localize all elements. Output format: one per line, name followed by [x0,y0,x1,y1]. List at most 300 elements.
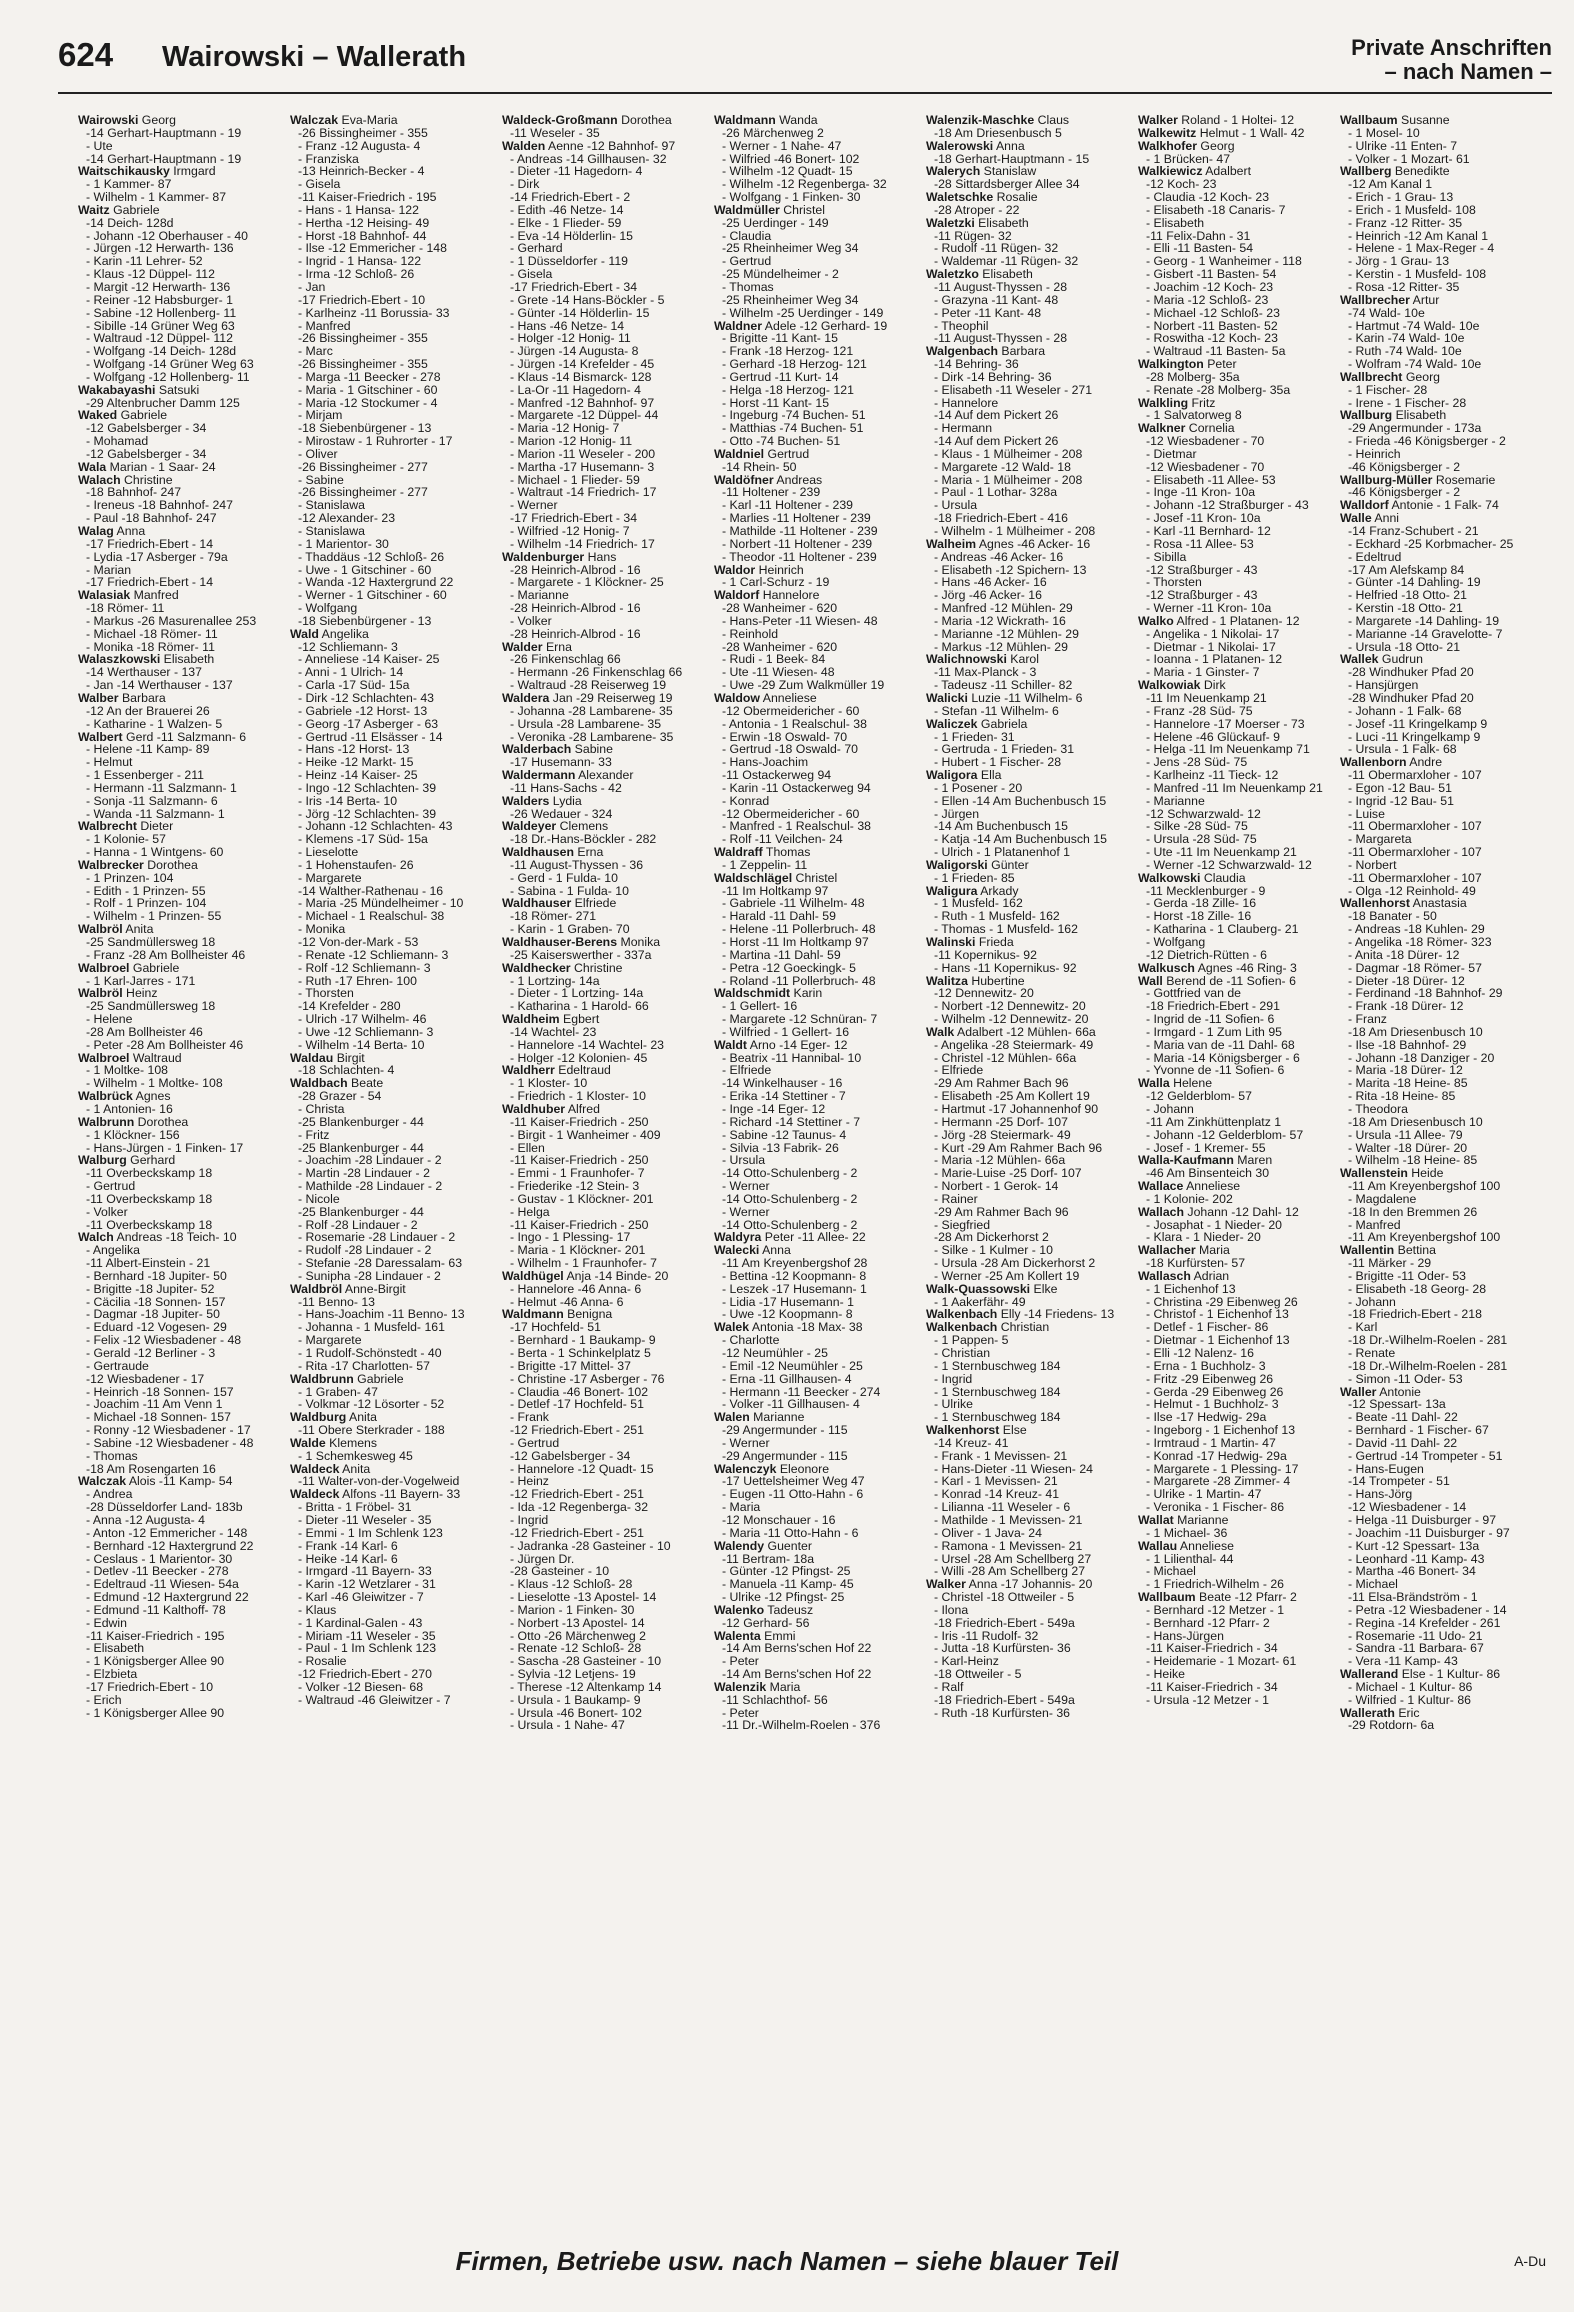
directory-line: - Edwin [86,1615,128,1630]
directory-line: - Renate -28 Molberg- 35a [1146,382,1291,397]
entry-text: Heide [1407,1166,1444,1181]
directory-line: - Johann -12 Straßburger - 43 [1146,498,1309,513]
directory-line: - Margarete - 1 Klöckner- 25 [510,575,664,590]
entry-text: Anna [113,524,146,538]
entry-text: Edeltraud [554,1063,611,1078]
directory-line: - Wilhelm -14 Berta- 10 [298,1037,425,1052]
surname: Walkling [1138,395,1189,410]
directory-line: - Marie-Luise -25 Dorf- 107 [934,1166,1082,1181]
entry-text: Peter -11 Allee- 22 [761,1230,866,1245]
directory-line: -17 Friedrich-Ebert - 10 [86,1679,214,1694]
directory-line: - Martha -17 Husemann- 3 [510,459,655,474]
directory-line: - 1 Fischer- 28 [1348,382,1428,397]
directory-line: - Werner [722,1179,770,1194]
directory-line: - Werner [510,498,558,513]
directory-line: - Frank -18 Dürer- 12 [1348,999,1464,1014]
directory-line: -14 Am Berns'schen Hof 22 [722,1667,872,1682]
surname-entry [1340,294,1540,307]
directory-line: -17 Friedrich-Ebert - 14 [86,536,214,551]
directory-line: - Andreas -14 Gillhausen- 32 [510,151,667,166]
entry-text: Elisabeth [974,215,1029,230]
directory-line: - Eva -14 Hölderlin- 15 [510,228,634,243]
directory-line: - Josef - 1 Kremer- 55 [1146,1140,1266,1155]
directory-line: - Birgit - 1 Wanheimer - 409 [510,1127,661,1142]
directory-line: -14 Franz-Schubert - 21 [1348,524,1479,538]
directory-line: - Karin -11 Ostackerweg 94 [722,780,871,795]
directory-line: -12 Koch- 23 [1146,177,1217,192]
directory-line: - 1 Hohenstaufen- 26 [298,857,414,872]
directory-line: - Inge -11 Kron- 10a [1146,485,1256,500]
directory-line: - Elisabeth -12 Spichern- 13 [934,562,1087,577]
entry-text: Benigna [563,1307,613,1322]
directory-line: - 1 Lilienthal- 44 [1146,1551,1234,1566]
directory-line: - Felix -12 Wiesbadener - 48 [86,1333,242,1348]
directory-line: - Irmgard -11 Bayern- 33 [298,1564,432,1579]
directory-line: - Waltraud -46 Gleiwitzer - 7 [298,1692,451,1707]
entry-text: Elisabeth [1392,408,1447,423]
directory-line: - Veronika -28 Lambarene- 35 [510,729,674,744]
directory-line: - Andrea [86,1487,133,1502]
entry-text: Hubertine [967,973,1025,988]
directory-line: - Ursula - 1 Falk- 68 [1348,742,1457,757]
directory-line: - Erika -14 Stettiner - 7 [722,1089,846,1104]
directory-line: - Monika [298,922,346,937]
directory-line: -14 Am Buchenbusch 15 [934,819,1068,834]
surname: Wallbrecher [1340,292,1410,307]
directory-line: - Norbert -12 Dennewitz- 20 [934,999,1086,1014]
directory-line: - Marion -11 Weseler - 200 [510,446,656,461]
entry-text: Egbert [559,1012,600,1027]
directory-line: - Karin - 1 Graben- 70 [510,922,630,937]
entry-text: Gabriela [977,716,1028,731]
directory-line: - Grete -14 Hans-Böckler - 5 [510,292,665,307]
directory-line: - Bettina -12 Koopmann- 8 [722,1268,867,1283]
directory-line: -46 Königsberger - 2 [1348,485,1461,500]
directory-line: -12 Friedrich-Ebert - 270 [298,1667,432,1682]
directory-line: - Horst -18 Bahnhof- 44 [298,228,427,243]
directory-line: - 1 Schemkesweg 45 [298,1448,413,1463]
directory-line: - Ferdinand -18 Bahnhof- 29 [1348,986,1503,1001]
directory-line: - Helmut [86,755,133,770]
surname-entry [1138,1591,1338,1604]
directory-line: - Erich [86,1692,122,1707]
entry-text: Agnes -46 Acker- 16 [976,536,1091,551]
directory-line: - Sonja -11 Salzmann- 6 [86,793,218,808]
directory-line: - Jutta -18 Kurfürsten- 36 [934,1641,1071,1656]
directory-line: - Luci -11 Kringelkamp 9 [1348,729,1481,744]
surname-entry [714,692,914,705]
directory-line: - Karlheinz -11 Borussia- 33 [298,305,450,320]
directory-line: - Charlotte [722,1333,780,1348]
directory-line: - 1 Klöckner- 156 [86,1127,180,1142]
directory-line: - Dieter -11 Weseler - 35 [298,1512,432,1527]
surname: Waldeck [290,1487,340,1502]
directory-line: - Gertruda - 1 Frieden- 31 [934,742,1075,757]
directory-line: - Magdalene [1348,1191,1417,1206]
directory-line: - Mirjam [298,408,343,423]
directory-line: -11 Am Zinkhüttenplatz 1 [1146,1114,1282,1129]
directory-line: -12 Friedrich-Ebert - 251 [510,1487,644,1502]
directory-line: - Georg - 1 Wanheimer - 118 [1146,254,1302,269]
entry-text: Alexander [575,768,634,783]
directory-line: - Michael - 1 Kultur- 86 [1348,1679,1473,1694]
directory-line: - Helfried -18 Otto- 21 [1348,588,1467,603]
directory-line: - Rita -17 Charlotten- 57 [298,1358,430,1373]
directory-line: - Karin -12 Wetzlarer - 31 [298,1577,436,1592]
directory-line: - Gertrud -11 Kurt- 14 [722,369,839,384]
directory-line: - Klaus -12 Düppel- 112 [86,267,215,282]
directory-line: -26 Bissingheimer - 277 [298,485,428,500]
surname-entry [78,525,278,538]
directory-line: -11 Holtener - 239 [722,485,821,500]
directory-line: - Hermann -11 Salzmann- 1 [86,780,237,795]
directory-line: - Hartmut -17 Johannenhof 90 [934,1101,1099,1116]
directory-line: -17 Husemann- 33 [510,755,612,770]
directory-line: -11 Dr.-Wilhelm-Roelen - 376 [722,1718,881,1733]
directory-line: - Michael -18 Sonnen- 157 [86,1410,231,1425]
directory-line: - Marianne -12 Mühlen- 29 [934,626,1079,641]
surname-entry [502,846,702,859]
entry-text: Claus [1034,114,1070,127]
directory-line: - Sascha -28 Gasteiner - 10 [510,1654,662,1669]
directory-line: -11 August-Thyssen - 36 [510,857,644,872]
directory-line: - Petra -12 Wiesbadener - 14 [1348,1602,1507,1617]
directory-line: -28 Windhuker Pfad 20 [1348,690,1474,705]
entry-text: Angelika [318,626,369,641]
directory-line: - Dirk [510,177,540,192]
directory-line: -11 August-Thyssen - 28 [934,331,1068,346]
entry-text: Manfred [130,588,179,603]
surname: Waldraff [714,845,763,860]
directory-line: -11 Kaiser-Friedrich - 34 [1146,1679,1278,1694]
entry-text: Monika [617,935,661,949]
entry-text: Fritz [1188,395,1216,410]
directory-line: - Andreas -18 Kuhlen- 29 [1348,922,1485,937]
directory-line: - Gisbert -11 Basten- 54 [1146,267,1277,282]
directory-line: - Ute -11 Im Neuenkamp 21 [1146,845,1297,860]
directory-line: - Wolfgang -14 Grüner Weg 63 [86,357,254,372]
entry-text: Marianne [749,1410,805,1425]
directory-line: -25 Blankenburger - 44 [298,1204,424,1219]
surname: Walitza [926,973,968,988]
directory-line: - Helga -18 Herzog- 121 [722,382,854,397]
surname: Wairowski [78,114,139,127]
directory-line: - Sabine -12 Taunus- 4 [722,1127,847,1142]
entry-text: Anna [993,138,1025,153]
directory-line: -14 Otto-Schulenberg - 2 [722,1191,858,1206]
surname: Wala [78,459,107,474]
directory-line: - Konrad -17 Hedwig- 29a [1146,1448,1287,1463]
directory-line: - Jörg -46 Acker- 16 [934,588,1042,603]
entry-text: Dorothea [134,1114,189,1129]
surname-entry [78,114,278,127]
directory-line: - Margarete [298,1333,362,1348]
surname: Waligorski [926,857,988,872]
directory-line: - Erich - 1 Grau- 13 [1348,190,1454,205]
directory-line: - Gottfried van de [1146,986,1242,1001]
surname: Walko [1138,613,1174,628]
directory-line: -29 Am Rahmer Bach 96 [934,1076,1069,1091]
surname: Waldmüller [714,202,780,217]
directory-line: - Peter -28 Am Bollheister 46 [86,1037,244,1052]
directory-line: - Wilfried -12 Honig- 7 [510,524,630,538]
directory-line: -11 Felix-Dahn - 31 [1146,228,1251,243]
directory-line: - Silke -28 Süd- 75 [1146,819,1248,834]
surname: Waldherr [502,1063,555,1078]
directory-line: - Johanna - 1 Musfeld- 161 [298,1320,445,1335]
directory-line: - Volker [510,613,552,628]
surname-entry [714,1604,914,1617]
directory-line: - Jens -28 Süd- 75 [1146,755,1248,770]
directory-line: - Joachim -11 Duisburger - 97 [1348,1525,1510,1540]
surname: Walag [78,524,114,538]
surname: Walkhofer [1138,138,1197,153]
surname: Walenzik-Maschke [926,114,1035,127]
surname: Walbröl [78,922,123,937]
surname: Waldhauser [502,896,572,911]
entry-text: Rosemarie [1432,472,1496,487]
directory-line: - 1 Sternbuschweg 184 [934,1358,1061,1373]
surname: Waldbröl [290,1281,343,1296]
directory-line: - Karl-Heinz [934,1654,999,1669]
directory-line: -11 Kaiser-Friedrich - 250 [510,1114,649,1129]
directory-line: - 1 Michael- 36 [1146,1525,1228,1540]
directory-line: - Ursel -28 Am Schellberg 27 [934,1551,1092,1566]
directory-line: - Thorsten [298,986,354,1001]
entry-text: Gabriele [353,1371,404,1386]
surname: Walczak [78,1474,127,1489]
directory-line: - Heidemarie - 1 Mozart- 61 [1146,1654,1297,1669]
directory-line: - Marita -18 Heine- 85 [1348,1076,1468,1091]
directory-line: - 1 Düsseldorfer - 119 [510,254,629,269]
directory-line: - Ilona [934,1602,969,1617]
directory-line: -18 Friedrich-Ebert - 549a [934,1615,1075,1630]
surname-entry [926,1283,1126,1296]
entry-text: Cornelia [1185,421,1235,436]
directory-line: - Wilhelm -12 Dennewitz- 20 [934,1012,1089,1027]
directory-line: - Richard -14 Stettiner - 7 [722,1114,861,1129]
entry-text: Ella [977,768,1002,783]
directory-line: - Norbert -13 Apostel- 14 [510,1615,645,1630]
surname: Walenta [714,1628,761,1643]
directory-line: - Waltraud -12 Düppel- 112 [86,331,233,346]
directory-line: - Jörg -28 Steiermark- 49 [934,1127,1071,1142]
directory-line: - Rolf -12 Schliemann- 3 [298,960,431,975]
entry-text: Clemens [556,819,609,834]
directory-line: - Ursula -18 Otto- 21 [1348,639,1461,654]
entry-text: Barbara [118,690,166,705]
directory-line: - Dietmar [1146,446,1197,461]
surname-entry [1340,371,1540,384]
entry-text: Emmi [760,1628,796,1643]
directory-line: -14 Kreuz- 41 [934,1435,1009,1450]
directory-line: -11 Max-Planck - 3 [934,665,1037,680]
directory-line: -29 Angermunder - 115 [722,1448,848,1463]
directory-line: - Klaus -12 Schloß- 28 [510,1577,633,1592]
directory-line: -14 Winkelhauser - 16 [722,1076,843,1091]
directory-line: - Petra -12 Goeckingk- 5 [722,960,856,975]
directory-line: - Ulrich -17 Wilhelm- 46 [298,1012,427,1027]
directory-line: - Ida -12 Regenberga- 32 [510,1500,649,1515]
surname-entry [1340,1668,1540,1681]
directory-line: - Sylvia -12 Letjens- 19 [510,1667,636,1682]
directory-line: - Ute [86,138,113,153]
directory-line: - Roswitha -12 Koch- 23 [1146,331,1278,346]
directory-line: - Josef -11 Kringelkamp 9 [1348,716,1488,731]
directory-column-1 [78,114,278,2194]
entry-text: Antonie [1376,1384,1421,1399]
directory-line: -28 Windhuker Pfad 20 [1348,665,1474,680]
directory-line: - Karin -74 Wald- 10e [1348,331,1465,346]
surname: Walde [290,1435,326,1450]
surname-entry [926,114,1126,127]
directory-line: - Norbert -11 Basten- 52 [1146,318,1278,333]
directory-line: -17 Uettelsheimer Weg 47 [722,1474,865,1489]
directory-line: - Klara - 1 Nieder- 20 [1146,1230,1261,1245]
directory-line: - Horst -11 Im Holtkamp 97 [722,935,869,949]
directory-line: - Rudi - 1 Beek- 84 [722,652,826,667]
surname: Walle [1340,511,1372,526]
directory-line: -17 Friedrich-Ebert - 10 [298,292,426,307]
directory-line: - Otto -26 Märchenweg 2 [510,1628,647,1643]
directory-line: - Edeltraud -11 Wiesen- 54a [86,1577,239,1592]
surname: Wallau [1138,1538,1178,1553]
directory-line: -11 Obermarxloher - 107 [1348,819,1482,834]
directory-line: - Helmut - 1 Buchholz- 3 [1146,1397,1279,1412]
directory-line: - Erwin -18 Oswald- 70 [722,729,848,744]
directory-line: - Otto -74 Buchen- 51 [722,434,841,449]
surname-entry [1138,1206,1338,1219]
surname: Waldheim [502,1012,560,1027]
entry-text: Christine [120,472,173,487]
entry-text: Marianne [1173,1512,1229,1527]
directory-line: - Iris -11 Rudolf- 32 [934,1628,1039,1643]
surname: Waldeyer [502,819,557,834]
entry-text: Tadeusz [764,1602,814,1617]
surname-entry [1340,114,1540,127]
directory-line: - Rudolf -28 Lindauer - 2 [298,1243,432,1258]
surname: Waldschlägel [714,870,793,885]
surname: Waletzki [926,215,975,230]
directory-line: - Helene -11 Kamp- 89 [86,742,210,757]
directory-line: - 1 Kolonie- 202 [1146,1191,1233,1206]
surname: Walecki [714,1243,760,1258]
directory-line: - Klemens -17 Süd- 15a [298,832,428,847]
directory-line: -11 Obere Sterkrader - 188 [298,1423,445,1438]
directory-line: - Dieter -11 Hagedorn- 4 [510,164,643,179]
directory-line: - Hannelore -46 Anna- 6 [510,1281,642,1296]
directory-line: - Eckhard -25 Korbmacher- 25 [1348,536,1514,551]
surname-entry [714,204,914,217]
directory-line: - Ursula -46 Bonert- 102 [510,1705,642,1720]
directory-line: - Irene - 1 Fischer- 28 [1348,395,1467,410]
directory-line: - Irmgard - 1 Zum Lith 95 [1146,1024,1282,1039]
directory-line: - Ceslaus - 1 Marientor- 30 [86,1551,233,1566]
directory-line: -11 Am Kreyenbergshof 100 [1348,1179,1501,1194]
entry-text: Christel [779,202,825,217]
surname: Walkusch [1138,960,1195,975]
entry-text: Jan -29 Reiserweg 19 [549,690,673,705]
surname: Wallace [1138,1179,1184,1194]
directory-line: -14 Wachtel- 23 [510,1024,597,1039]
directory-line: - Margarete -14 Dahling- 19 [1348,613,1500,628]
directory-line: - Horst -18 Zille- 16 [1146,909,1252,924]
surname-entry [78,1116,278,1129]
directory-line: - Maria -18 Dürer- 12 [1348,1063,1463,1078]
directory-line: - Ioanna - 1 Platanen- 12 [1146,652,1283,667]
directory-line: - Ingrid -12 Bau- 51 [1348,793,1454,808]
directory-line: - Georg -17 Asberger - 63 [298,716,439,731]
directory-line: - Ingeburg -74 Buchen- 51 [722,408,866,423]
surname: Waldöfner [714,472,774,487]
directory-line: - Hans-Joachim [722,755,809,770]
page-number: 624 [58,36,114,73]
directory-line: - 1 Pappen- 5 [934,1333,1009,1348]
surname: Waldorf [714,588,760,603]
directory-line: - Volker -11 Gillhausen- 4 [722,1397,860,1412]
directory-line: - Jürgen Dr. [510,1551,575,1566]
directory-line: - Gerhard -18 Herzog- 121 [722,357,867,372]
directory-line: - Ulrike - 1 Martin- 47 [1146,1487,1262,1502]
directory-line: - Norbert - 1 Gerok- 14 [934,1179,1059,1194]
directory-line: - Jadranka -28 Gasteiner - 10 [510,1538,671,1553]
header-rule [58,92,1552,94]
directory-line: - Katharine - 1 Walzen- 5 [86,716,223,731]
directory-line: -11 Bertram- 18a [722,1551,815,1566]
directory-line: -25 Rheinheimer Weg 34 [722,292,859,307]
surname: Walinski [926,935,976,949]
surname: Waldeck-Großmann [502,114,618,127]
directory-line: - Wilhelm -12 Regenberga- 32 [722,177,887,192]
surname-entry [714,114,914,127]
directory-line: - Manuela -11 Kamp- 45 [722,1577,854,1592]
surname-entry [502,795,702,808]
directory-line: -12 Friedrich-Ebert - 251 [510,1423,644,1438]
directory-line: - Detlev -11 Beecker - 278 [86,1564,229,1579]
entry-text: Hannelore [759,588,820,603]
surname: Waldenburger [502,549,585,564]
directory-line: - Johann -12 Schlachten- 43 [298,819,453,834]
directory-line: -12 Alexander- 23 [298,511,396,526]
surname: Walbröl [78,986,123,1001]
directory-line: -14 Krefelder - 280 [298,999,401,1014]
surname-entry [926,140,1126,153]
directory-line: -12 Straßburger - 43 [1146,588,1258,603]
directory-line: -11 Märker - 29 [1348,1256,1432,1271]
entry-text: Adrian [1190,1268,1230,1283]
directory-line: -12 Gabelsberger - 34 [86,446,207,461]
directory-line: - Franz -28 Süd- 75 [1146,703,1253,718]
directory-line: - Mirostaw - 1 Ruhrorter - 17 [298,434,453,449]
directory-line: - Ursula -11 Allee- 79 [1348,1127,1463,1142]
directory-line: - Gertrud -18 Oswald- 70 [722,742,858,757]
directory-line: - Dieter - 1 Lortzing- 14a [510,986,644,1001]
surname-entry [714,872,914,885]
directory-line: - Uwe -29 Zum Walkmüller 19 [722,678,885,693]
directory-line: -28 Am Bollheister 46 [86,1024,203,1039]
entry-text: Agnes -46 Ring- 3 [1194,960,1297,975]
entry-text: Gabriele [129,960,180,975]
entry-text: Andre [1406,755,1443,770]
surname: Wallenhorst [1340,896,1410,911]
directory-line: - Jürgen -14 Augusta- 8 [510,344,639,359]
directory-line: - Manfred -12 Bahnhof- 97 [510,395,655,410]
directory-line: - 1 Kammer- 87 [86,177,172,192]
surname-entry [1138,140,1338,153]
directory-line: - Vera -11 Kamp- 43 [1348,1654,1458,1669]
directory-line: - Hans-Eugen [1348,1461,1424,1476]
surname: Walla-Kaufmann [1138,1153,1234,1168]
